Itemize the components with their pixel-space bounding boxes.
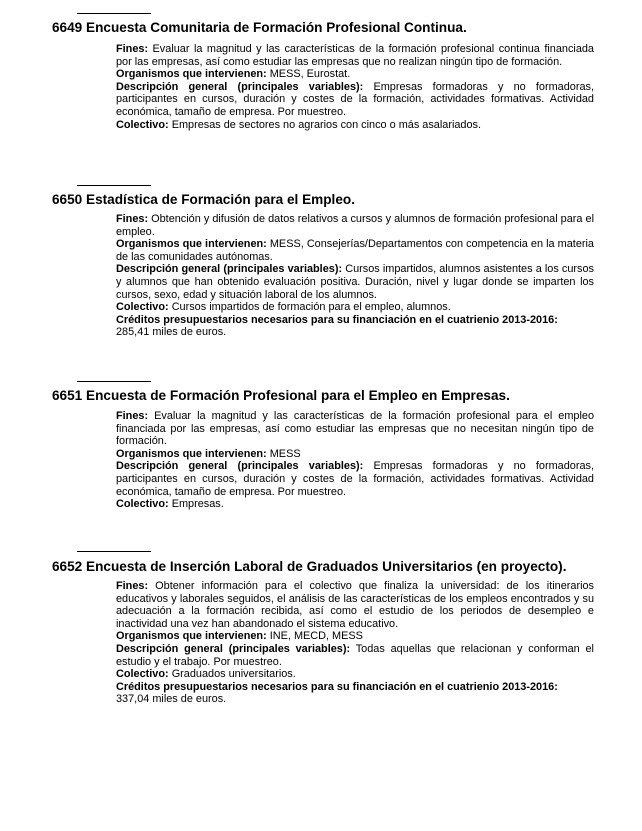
descripcion-label: Descripción general (principales variables): <box>116 460 364 473</box>
descripcion-field <box>116 460 594 498</box>
fines-label: Fines: <box>116 213 149 225</box>
colectivo-label: Colectivo: <box>116 668 169 681</box>
entry-code: 6650 <box>52 192 83 207</box>
organismos-label: Organismos que intervienen: <box>116 238 267 251</box>
fines-label: Fines: <box>116 43 149 55</box>
section-rule <box>77 185 151 186</box>
organismos-text: MESS, Eurostat. <box>269 68 351 81</box>
colectivo-text: Cursos impartidos de formación para el empleo, alumnos. <box>171 301 451 314</box>
colectivo-label: Colectivo: <box>116 301 169 314</box>
fines-label: Fines: <box>116 580 149 592</box>
section-rule <box>77 13 151 14</box>
descripcion-text: Cursos impartidos, alumnos asistentes a los cursos y alumnos que han obtenido evaluación positiva. Duración, nivel y lugar donde se imparten los cursos, sexo, edad y situación laboral de los alumnos. <box>116 263 595 301</box>
entry-title <box>52 20 612 36</box>
entry-body <box>116 213 594 339</box>
organismos-text: MESS, Consejerías/Departamentos con competencia en la materia de las comunidades autónomas. <box>116 238 594 263</box>
organismos-label: Organismos que intervienen: <box>116 68 267 81</box>
colectivo-label: Colectivo: <box>116 118 169 131</box>
entry-title-text: Encuesta de Inserción Laboral de Graduados Universitarios (en proyecto). <box>86 559 567 574</box>
colectivo-field <box>116 498 594 511</box>
section-rule <box>77 551 151 552</box>
descripcion-text: Todas aquellas que relacionan y conforman el estudio y el trabajo. Por muestreo. <box>116 642 594 668</box>
descripcion-label: Descripción general (principales variables): <box>116 80 364 93</box>
organismos-label: Organismos que intervienen: <box>116 630 267 643</box>
creditos-text: 337,04 miles de euros. <box>116 693 227 706</box>
descripcion-text: Empresas formadoras y no formadoras, participantes en cursos, duración y costes de la formación, actividades formativas. Actividad económica, tamaño de empresa. Por muestreo. <box>116 460 595 498</box>
descripcion-label: Descripción general (principales variables): <box>116 263 343 276</box>
organismos-field <box>116 448 594 461</box>
entry-title <box>52 559 612 575</box>
fines-text: Evaluar la magnitud y las características de la formación profesional para el empleo financiada por las empresas, así como estudiar las empresas que no necesitan ningún tipo de formación. <box>116 410 595 448</box>
entry-code: 6649 <box>52 20 83 35</box>
organismos-label: Organismos que intervienen: <box>116 447 267 460</box>
fines-field <box>116 410 594 448</box>
entry-body <box>116 410 594 511</box>
descripcion-field <box>116 81 594 119</box>
organismos-field <box>116 630 594 643</box>
fines-field <box>116 580 594 630</box>
organismos-text: INE, MECD, MESS <box>269 630 363 643</box>
entry-title-text: Encuesta Comunitaria de Formación Profesional Continua. <box>86 20 467 35</box>
entry-title-text: Estadística de Formación para el Empleo. <box>86 192 355 207</box>
colectivo-text: Graduados universitarios. <box>171 668 296 681</box>
fines-field <box>116 43 594 68</box>
entry-title <box>52 192 612 208</box>
fines-label: Fines: <box>116 410 149 422</box>
creditos-text: 285,41 miles de euros. <box>116 326 227 339</box>
colectivo-text: Empresas. <box>171 498 224 511</box>
creditos-field <box>116 681 594 706</box>
organismos-field <box>116 238 594 263</box>
fines-text: Evaluar la magnitud y las características de la formación profesional continua financiada por las empresas, así como estudiar las empresas que no realizan ningún tipo de formación. <box>116 43 594 68</box>
fines-text: Obtener información para el colectivo que finaliza la universidad: de los itinerarios educativos y laborales seguidos, el análisis de las características de los empleos encontrados y su adecuación a la formación recibida, así como el estudio de los periodos de desempleo e inactividad una vez han abandonado el sistema educativo. <box>116 580 594 630</box>
descripcion-text: Empresas formadoras y no formadoras, participantes en cursos, duración y costes de la formación, actividades formativas. Actividad económica, tamaño de empresa. Por muestreo. <box>116 80 595 118</box>
entry-code: 6651 <box>52 388 83 403</box>
creditos-label: Créditos presupuestarios necesarios para su financiación en el cuatrienio 2013-2016: <box>116 313 558 326</box>
descripcion-field <box>116 643 594 668</box>
colectivo-field <box>116 119 594 132</box>
section-rule <box>77 381 151 382</box>
entry-title-text: Encuesta de Formación Profesional para el Empleo en Empresas. <box>86 388 510 403</box>
colectivo-label: Colectivo: <box>116 498 169 511</box>
descripcion-field <box>116 263 594 301</box>
entry-body <box>116 43 594 131</box>
colectivo-field <box>116 301 594 314</box>
descripcion-label: Descripción general (principales variables): <box>116 642 351 655</box>
fines-text: Obtención y difusión de datos relativos a cursos y alumnos de formación profesional para el empleo. <box>116 213 594 238</box>
creditos-field <box>116 314 594 339</box>
colectivo-text: Empresas de sectores no agrarios con cinco o más asalariados. <box>171 118 482 131</box>
fines-field <box>116 213 594 238</box>
entry-title <box>52 388 612 404</box>
entry-code: 6652 <box>52 559 83 574</box>
organismos-field <box>116 68 594 81</box>
creditos-label: Créditos presupuestarios necesarios para su financiación en el cuatrienio 2013-2016: <box>116 680 558 693</box>
colectivo-field <box>116 668 594 681</box>
organismos-text: MESS <box>269 447 301 460</box>
entry-body <box>116 580 594 706</box>
